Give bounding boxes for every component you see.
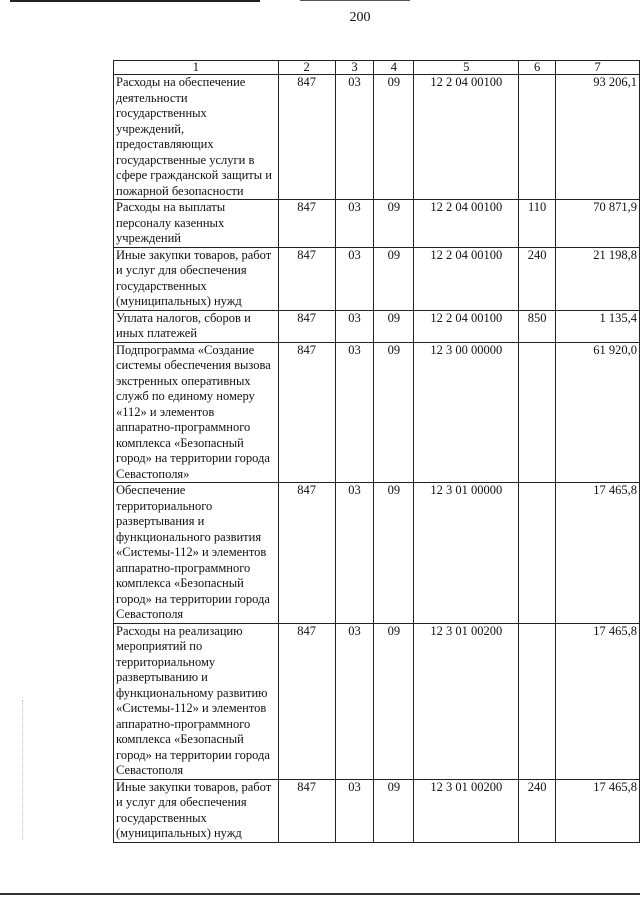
row-rz: 03 xyxy=(335,75,374,200)
table-row xyxy=(114,200,640,248)
scan-margin-mark xyxy=(22,700,24,840)
row-sum: 70 871,9 xyxy=(556,200,640,248)
row-vr xyxy=(519,483,556,624)
row-vr: 850 xyxy=(519,310,556,342)
header-col-2: 2 xyxy=(278,61,335,75)
row-ved: 847 xyxy=(278,342,335,483)
header-row xyxy=(114,61,640,75)
table-row xyxy=(114,623,640,779)
row-ved: 847 xyxy=(278,200,335,248)
row-sum: 1 135,4 xyxy=(556,310,640,342)
table-row xyxy=(114,310,640,342)
table-row xyxy=(114,483,640,624)
budget-table xyxy=(113,60,640,843)
row-pr: 09 xyxy=(374,75,414,200)
row-name: Расходы на обеспечение деятельности государственных учреждений, предоставляющих государственные услуги в сфере гражданской защиты и пожарной безопасности xyxy=(114,75,279,200)
page-number: 200 xyxy=(349,10,371,25)
row-name: Иные закупки товаров, работ и услуг для обеспечения государственных (муниципальных) нужд xyxy=(114,779,279,842)
top-scan-rule xyxy=(10,0,260,2)
header-col-4: 4 xyxy=(374,61,414,75)
row-name: Расходы на выплаты персоналу казенных учреждений xyxy=(114,200,279,248)
row-name: Уплата налогов, сборов и иных платежей xyxy=(114,310,279,342)
table-row xyxy=(114,247,640,310)
row-vr: 240 xyxy=(519,247,556,310)
row-sum: 17 465,8 xyxy=(556,483,640,624)
row-csr: 12 2 04 00100 xyxy=(414,75,519,200)
row-pr: 09 xyxy=(374,779,414,842)
row-name: Подпрограмма «Создание системы обеспечения вызова экстренных оперативных служб по единому номеру «112» и элементов аппаратно-программного комплекса «Безопасный город» на территории города Севастополя» xyxy=(114,342,279,483)
row-ved: 847 xyxy=(278,779,335,842)
header-col-5: 5 xyxy=(414,61,519,75)
table-row xyxy=(114,342,640,483)
row-sum: 61 920,0 xyxy=(556,342,640,483)
table-body xyxy=(114,75,640,843)
row-csr: 12 3 01 00200 xyxy=(414,623,519,779)
row-vr xyxy=(519,75,556,200)
table-header xyxy=(114,61,640,75)
row-sum: 93 206,1 xyxy=(556,75,640,200)
row-name: Иные закупки товаров, работ и услуг для обеспечения государственных (муниципальных) нужд xyxy=(114,247,279,310)
bottom-scan-rule xyxy=(0,893,640,895)
row-rz: 03 xyxy=(335,623,374,779)
row-csr: 12 2 04 00100 xyxy=(414,310,519,342)
row-ved: 847 xyxy=(278,75,335,200)
row-rz: 03 xyxy=(335,200,374,248)
row-vr xyxy=(519,342,556,483)
row-pr: 09 xyxy=(374,200,414,248)
row-vr: 110 xyxy=(519,200,556,248)
row-name: Расходы на реализацию мероприятий по территориальному развертыванию и функциональному развитию «Системы-112» и элементов аппаратно-программного комплекса «Безопасный город» на территории города Севастополя xyxy=(114,623,279,779)
row-vr xyxy=(519,623,556,779)
row-csr: 12 3 01 00000 xyxy=(414,483,519,624)
row-name: Обеспечение территориального развертывания и функционального развития «Системы-112» и элементов аппаратно-программного комплекса «Безопасный город» на территории города Севастополя xyxy=(114,483,279,624)
row-vr: 240 xyxy=(519,779,556,842)
header-col-1: 1 xyxy=(114,61,279,75)
row-csr: 12 3 00 00000 xyxy=(414,342,519,483)
header-col-3: 3 xyxy=(335,61,374,75)
row-pr: 09 xyxy=(374,342,414,483)
row-rz: 03 xyxy=(335,247,374,310)
row-sum: 21 198,8 xyxy=(556,247,640,310)
row-rz: 03 xyxy=(335,779,374,842)
row-rz: 03 xyxy=(335,342,374,483)
row-csr: 12 2 04 00100 xyxy=(414,247,519,310)
row-sum: 17 465,8 xyxy=(556,779,640,842)
row-rz: 03 xyxy=(335,310,374,342)
row-pr: 09 xyxy=(374,623,414,779)
row-csr: 12 3 01 00200 xyxy=(414,779,519,842)
row-ved: 847 xyxy=(278,247,335,310)
row-pr: 09 xyxy=(374,247,414,310)
row-pr: 09 xyxy=(374,310,414,342)
table-row xyxy=(114,779,640,842)
row-sum: 17 465,8 xyxy=(556,623,640,779)
row-ved: 847 xyxy=(278,310,335,342)
row-ved: 847 xyxy=(278,623,335,779)
table-row xyxy=(114,75,640,200)
row-csr: 12 2 04 00100 xyxy=(414,200,519,248)
row-ved: 847 xyxy=(278,483,335,624)
row-rz: 03 xyxy=(335,483,374,624)
header-col-6: 6 xyxy=(519,61,556,75)
header-col-7: 7 xyxy=(556,61,640,75)
top-scan-rule-right xyxy=(300,0,410,1)
row-pr: 09 xyxy=(374,483,414,624)
